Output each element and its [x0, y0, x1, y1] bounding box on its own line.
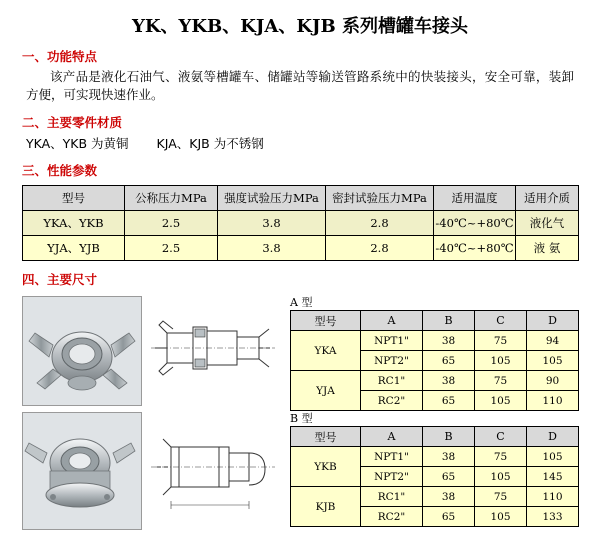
dimension-table-type-a [290, 310, 579, 411]
dim-a-r2-c4: 90 [527, 371, 579, 391]
table-row [23, 236, 579, 261]
section-heading-dimensions: 四、主要尺寸 [22, 272, 98, 288]
dim-a-model-1: YJA [291, 371, 361, 411]
type-b-label: B 型 [290, 412, 313, 426]
dim-b-r2-c2: 38 [423, 487, 475, 507]
dim-b-model-1: KJB [291, 487, 361, 527]
dim-b-col-4: D [527, 427, 579, 447]
perf-col-4: 适用温度 [434, 186, 516, 211]
dim-a-r2-c1: RC1" [361, 371, 423, 391]
dimension-table-type-b [290, 426, 579, 527]
dim-a-col-3: C [475, 311, 527, 331]
table-header-row [291, 427, 579, 447]
material-line [26, 134, 600, 152]
dim-a-r1-c2: 65 [423, 351, 475, 371]
dim-b-r0-c3: 75 [475, 447, 527, 467]
coupling-drawing-type-b [148, 412, 278, 530]
dim-a-r1-c3: 105 [475, 351, 527, 371]
dim-a-r1-c4: 105 [527, 351, 579, 371]
section-heading-performance: 三、性能参数 [22, 163, 98, 179]
perf-r1-c4: -40℃~+80℃ [434, 236, 516, 261]
dim-a-col-4: D [527, 311, 579, 331]
dim-b-r2-c4: 110 [527, 487, 579, 507]
dim-b-col-2: B [423, 427, 475, 447]
dim-b-col-0: 型号 [291, 427, 361, 447]
dim-b-r3-c2: 65 [423, 507, 475, 527]
dim-a-col-1: A [361, 311, 423, 331]
table-row [291, 371, 579, 391]
perf-r1-c5: 液 氨 [516, 236, 579, 261]
performance-table [22, 185, 579, 261]
dim-b-r0-c1: NPT1" [361, 447, 423, 467]
table-header-row [23, 186, 579, 211]
dim-a-r3-c1: RC2" [361, 391, 423, 411]
coupling-drawing-type-a [148, 296, 278, 406]
perf-col-1: 公称压力MPa [125, 186, 218, 211]
section-heading-material: 二、主要零件材质 [22, 115, 123, 131]
dim-b-r2-c3: 75 [475, 487, 527, 507]
perf-r0-c1: 2.5 [125, 211, 218, 236]
table-row [23, 211, 579, 236]
dim-b-r0-c2: 38 [423, 447, 475, 467]
dim-a-r0-c1: NPT1" [361, 331, 423, 351]
dim-b-r3-c3: 105 [475, 507, 527, 527]
table-header-row [291, 311, 579, 331]
coupling-photo-type-b [22, 412, 142, 530]
dim-a-col-2: B [423, 311, 475, 331]
dim-b-r1-c4: 145 [527, 467, 579, 487]
coupling-photo-type-a [22, 296, 142, 406]
dim-b-r1-c3: 105 [475, 467, 527, 487]
perf-col-3: 密封试验压力MPa [326, 186, 434, 211]
dim-b-col-1: A [361, 427, 423, 447]
section-heading-features: 一、功能特点 [22, 49, 98, 64]
perf-r1-c3: 2.8 [326, 236, 434, 261]
features-text: 该产品是液化石油气、液氨等槽罐车、储罐站等输送管路系统中的快装接头，安全可靠，装卸方便，可实现快速作业。 [26, 69, 574, 103]
perf-r0-c3: 2.8 [326, 211, 434, 236]
dimensions-section [0, 292, 600, 536]
perf-col-2: 强度试验压力MPa [218, 186, 326, 211]
dim-a-r3-c2: 65 [423, 391, 475, 411]
dim-b-col-3: C [475, 427, 527, 447]
perf-r0-c0: YKA、YKB [23, 211, 125, 236]
dim-b-r3-c1: RC2" [361, 507, 423, 527]
perf-r0-c5: 液化气 [516, 211, 579, 236]
dim-a-r0-c3: 75 [475, 331, 527, 351]
perf-r0-c4: -40℃~+80℃ [434, 211, 516, 236]
type-a-label: A 型 [290, 296, 313, 310]
dim-a-r2-c2: 38 [423, 371, 475, 391]
dim-b-model-0: YKB [291, 447, 361, 487]
table-row [291, 447, 579, 467]
material-right: KJA、KJB 为不锈钢 [156, 136, 264, 152]
dim-b-r3-c4: 133 [527, 507, 579, 527]
material-left: YKA、YKB 为黄铜 [26, 136, 129, 152]
dim-b-r2-c1: RC1" [361, 487, 423, 507]
dim-a-r3-c3: 105 [475, 391, 527, 411]
dim-a-r1-c1: NPT2" [361, 351, 423, 371]
perf-r1-c2: 3.8 [218, 236, 326, 261]
perf-r1-c1: 2.5 [125, 236, 218, 261]
dim-b-r1-c2: 65 [423, 467, 475, 487]
perf-r0-c2: 3.8 [218, 211, 326, 236]
dim-b-r0-c4: 105 [527, 447, 579, 467]
table-row [291, 487, 579, 507]
dim-a-model-0: YKA [291, 331, 361, 371]
table-row [291, 331, 579, 351]
dim-a-r2-c3: 75 [475, 371, 527, 391]
perf-col-0: 型号 [23, 186, 125, 211]
perf-r1-c0: YJA、YJB [23, 236, 125, 261]
dim-a-col-0: 型号 [291, 311, 361, 331]
page-title: YK、YKB、KJA、KJB 系列槽罐车接头 [132, 16, 468, 37]
dim-a-r3-c4: 110 [527, 391, 579, 411]
dim-a-r0-c4: 94 [527, 331, 579, 351]
perf-col-5: 适用介质 [516, 186, 579, 211]
dim-a-r0-c2: 38 [423, 331, 475, 351]
dim-b-r1-c1: NPT2" [361, 467, 423, 487]
